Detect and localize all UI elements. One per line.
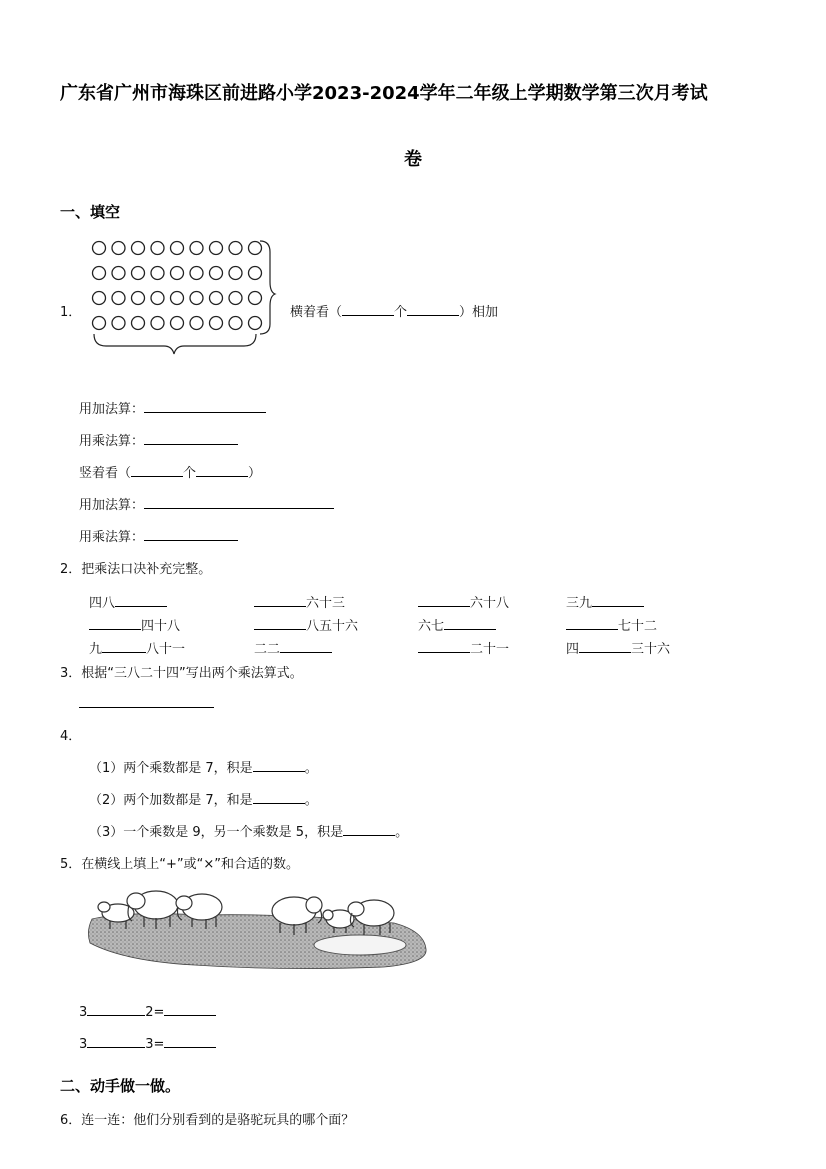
operand: 3 [79,1037,88,1052]
rhyme-cell: 七十二 [618,619,658,634]
answer-blank[interactable] [342,303,394,316]
period: 。 [395,825,409,840]
answer-blank[interactable] [79,693,214,708]
table-row [566,615,657,634]
q1-row-view [290,301,498,320]
circle-dot [171,242,184,255]
q4-part-3-text: （3）一个乘数是 9，另一个乘数是 5，积是 [89,825,344,840]
page-title: 广东省广州市海珠区前进路小学2023-2024学年二年级上学期数学第三次月考试 [60,83,708,104]
circle-dot [190,242,203,255]
answer-blank[interactable] [102,640,146,653]
rhyme-cell: 六十三 [306,596,346,611]
q4-part-2-text: （2）两个加数都是 7，和是 [89,793,253,808]
rhyme-cell: 四十八 [141,619,181,634]
answer-blank[interactable] [164,1003,216,1016]
table-row [89,615,180,634]
rhyme-cell: 六七 [418,619,445,634]
circle-dot [171,317,184,330]
circle-dot [171,292,184,305]
answer-blank[interactable] [196,464,248,477]
rhyme-cell: 八五十六 [306,619,359,634]
answer-blank[interactable] [144,528,238,541]
circle-dot [229,292,242,305]
operand: 3 [79,1005,88,1020]
answer-blank[interactable] [131,464,183,477]
circle-dot [210,242,223,255]
circle-dot [249,242,262,255]
answer-blank[interactable] [280,640,332,653]
circle-dot [112,292,125,305]
table-row [89,592,167,611]
answer-blank[interactable] [164,1035,216,1048]
animals-illustration [84,883,430,971]
answer-blank[interactable] [444,617,496,630]
q4-part-3 [89,821,408,840]
answer-blank[interactable] [579,640,631,653]
circle-dot [112,317,125,330]
question-3-text: 3．根据“三八二十四”写出两个乘法算式。 [60,666,303,681]
circle-dot [190,292,203,305]
period: 。 [304,793,318,808]
circle-dot [190,317,203,330]
circle-dot [93,317,106,330]
rhyme-cell: 三十六 [631,642,671,657]
question-1-number: 1． [60,305,82,320]
column-view-unit: 个 [183,466,197,481]
multiplication-label: 用乘法算： [79,434,145,449]
rhyme-cell: 四 [566,642,580,657]
q1-column-view [79,462,261,481]
circle-dot [210,292,223,305]
table-row [89,638,185,657]
row-view-label: 横着看（ [290,305,343,320]
table-row [254,638,332,657]
circle-grid-figure [84,234,284,364]
operand: 2= [145,1005,165,1020]
column-view-end: ） [248,466,262,481]
rhyme-cell: 九 [89,642,103,657]
table-row [418,592,509,611]
answer-blank[interactable] [254,594,306,607]
question-5-text: 5．在横线上填上“+”或“×”和合适的数。 [60,857,299,872]
answer-blank[interactable] [144,496,334,509]
answer-blank[interactable] [592,594,644,607]
circle-dot [210,267,223,280]
table-row [254,615,358,634]
multiplication-label: 用乘法算： [79,530,145,545]
rhyme-cell: 四八 [89,596,116,611]
circle-dot [132,292,145,305]
circle-dot [151,317,164,330]
table-row [566,638,670,657]
table-row [566,592,644,611]
circle-dot [171,267,184,280]
answer-blank[interactable] [343,823,395,836]
answer-blank[interactable] [144,400,266,413]
answer-blank[interactable] [566,617,618,630]
q1-multiplication-1 [79,430,238,449]
answer-blank[interactable] [254,617,306,630]
q4-part-2 [89,789,318,808]
answer-blank[interactable] [144,432,238,445]
row-view-end: ）相加 [459,305,499,320]
answer-blank[interactable] [253,759,305,772]
page-title-continued: 卷 [404,149,422,170]
table-row [418,615,496,634]
period: 。 [304,761,318,776]
q1-addition-2 [79,494,334,513]
circle-dot [151,267,164,280]
row-view-unit: 个 [394,305,408,320]
circle-dot [190,267,203,280]
circle-dot [132,317,145,330]
answer-blank[interactable] [407,303,459,316]
q4-part-1 [89,757,318,776]
circle-dot [93,292,106,305]
circle-dot [210,317,223,330]
q1-addition-1 [79,398,266,417]
q1-multiplication-2 [79,526,238,545]
table-row [254,592,345,611]
answer-blank[interactable] [89,617,141,630]
circle-dot [249,292,262,305]
answer-blank[interactable] [418,640,470,653]
circle-dot [93,267,106,280]
column-view-label: 竖着看（ [79,466,132,481]
rhyme-cell: 六十八 [470,596,510,611]
rhyme-cell: 二十一 [470,642,510,657]
circle-dot [132,267,145,280]
addition-label: 用加法算： [79,402,145,417]
circle-dot [93,242,106,255]
circle-dot [229,242,242,255]
answer-blank[interactable] [115,594,167,607]
addition-label: 用加法算： [79,498,145,513]
circle-dot [249,267,262,280]
rhyme-cell: 二二 [254,642,281,657]
question-6-text: 6．连一连：他们分别看到的是骆驼玩具的哪个面？ [60,1113,355,1128]
answer-blank[interactable] [418,594,470,607]
q4-part-1-text: （1）两个乘数都是 7，积是 [89,761,253,776]
table-row [418,638,509,657]
circle-dot [229,267,242,280]
section-heading-fill-blank: 一、填空 [60,203,121,221]
circle-dot [151,242,164,255]
circle-dot [132,242,145,255]
q5-expression-1 [79,1003,216,1020]
operand: 3= [145,1037,165,1052]
circle-dot [249,317,262,330]
question-2-text: 2．把乘法口决补充完整。 [60,562,212,577]
rhyme-cell: 八十一 [146,642,186,657]
answer-blank[interactable] [87,1003,145,1016]
question-4-number: 4． [60,729,82,744]
answer-blank[interactable] [253,791,305,804]
circle-dot [112,242,125,255]
circle-dot [151,292,164,305]
q5-expression-2 [79,1035,216,1052]
circle-dot [112,267,125,280]
section-heading-hands-on: 二、动手做一做。 [60,1077,181,1095]
answer-blank[interactable] [87,1035,145,1048]
circle-dot [229,317,242,330]
rhyme-cell: 三九 [566,596,593,611]
